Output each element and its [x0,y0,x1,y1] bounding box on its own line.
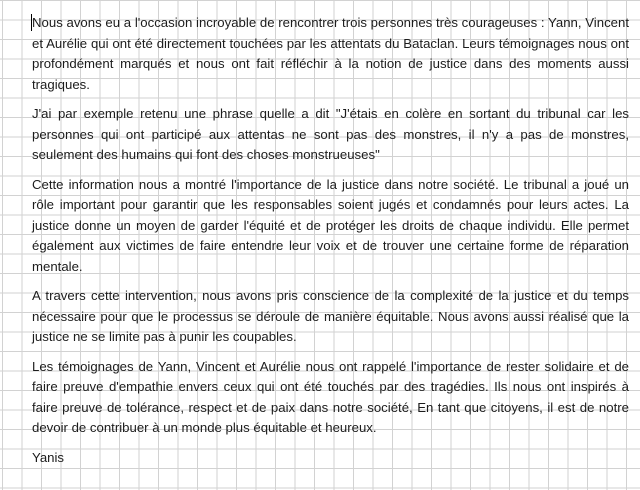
document-body[interactable] [32,13,629,468]
paragraph: A travers cette intervention, nous avons pris conscience de la complexité de la justice et du temps nécessaire pour que le processus se déroule de manière équitable. Nous avons aussi réalisé que la justice ne se limite pas à punir les coupables. [32,288,629,344]
paragraph: J'ai par exemple retenu une phrase quelle a dit "J'étais en colère en sortant du tribunal car les personnes qui ont participé aux attentas ne sont pas des monstres, il n'y a pas de monstres, seulement des humains qui font des choses monstrueuses" [32,106,629,162]
paragraph: Les témoignages de Yann, Vincent et Aurélie nous ont rappelé l'importance de rester solidaire et de faire preuve d'empathie envers ceux qui ont été touchés par des tragédies. Ils nous ont inspirés à faire preuve de tolérance, respect et de paix dans notre société, En tant que citoyens, il est de notre devoir de contribuer à un monde plus équitable et heureux. [32,358,629,435]
paragraph: Nous avons eu a l'occasion incroyable de rencontrer trois personnes très courageuses : Yann, Vincent et Aurélie qui ont été directement touchées par les attentats du Bataclan. Leurs témoignages nous ont profondément marqués et nous ont fait réfléchir à la notion de justice dans des moments aussi tragiques. [32,15,629,92]
signature: Yanis [32,449,65,465]
paragraph: Cette information nous a montré l'importance de la justice dans notre société. Le tribunal a joué un rôle important pour garantir que les responsables soient jugés et condamnés pour leurs actes. La justice donne un moyen de garder l'équité et de protéger les droits de chaque individu. Elle permet également aux victimes de faire entendre leur voix et de trouver une certaine forme de réparation mentale. [32,176,629,274]
